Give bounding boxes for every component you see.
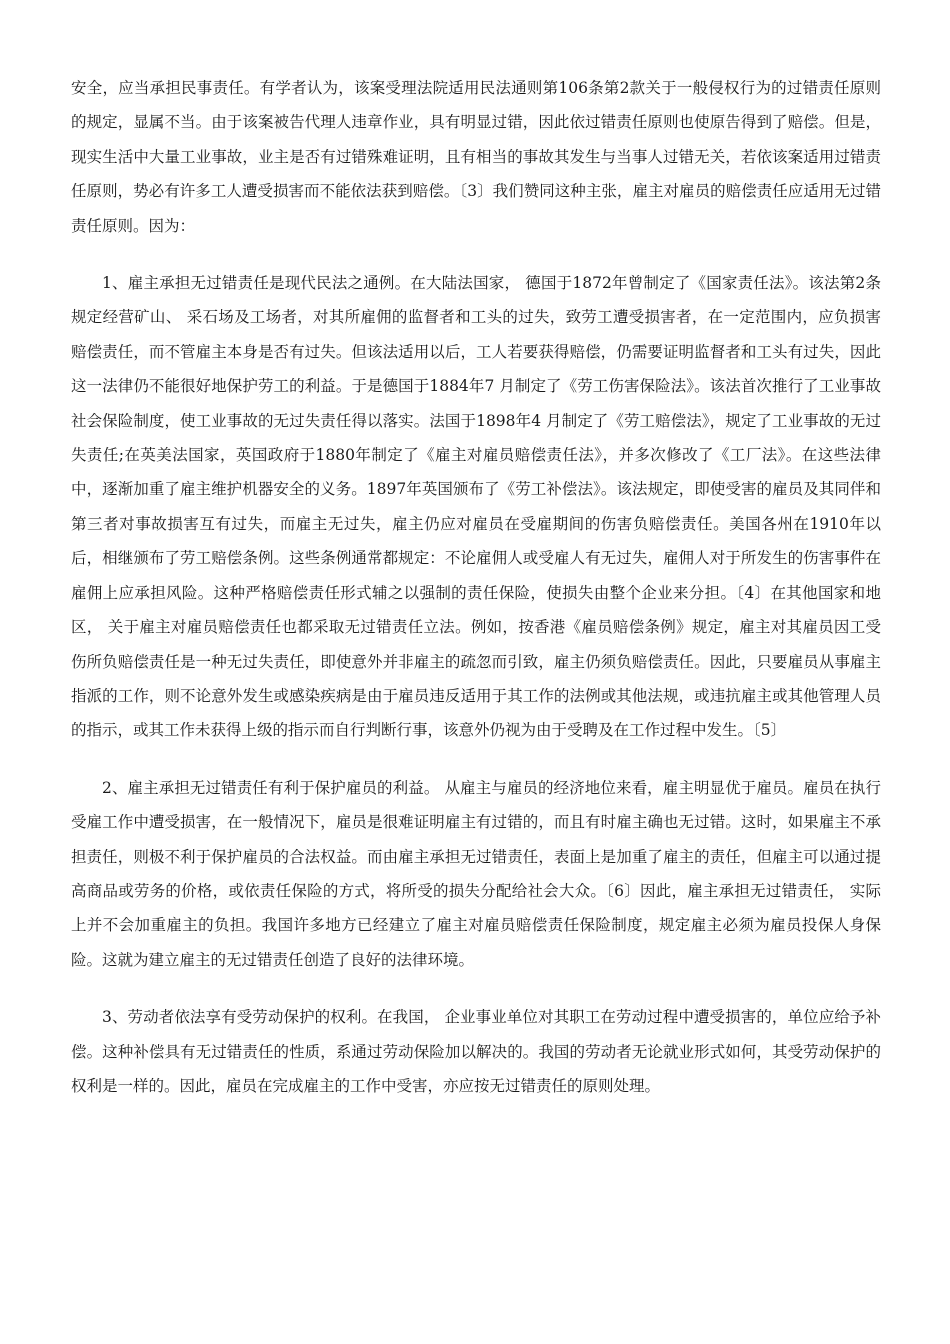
paragraph-point-3: 3、劳动者依法享有受劳动保护的权利。在我国， 企业事业单位对其职工在劳动过程中遭受损害的，单位应给予补偿。这种补偿具有无过错责任的性质，系通过劳动保险加以解决的。我国的劳动者无论就业形式如何，其受劳动保护的权利是一样的。因此，雇员在完成雇主的工作中受害，亦应按无过错责任的原则处理。 — [71, 1008, 881, 1095]
paragraph-point-2: 2、雇主承担无过错责任有利于保护雇员的利益。 从雇主与雇员的经济地位来看，雇主明显优于雇员。雇员在执行受雇工作中遭受损害，在一般情况下，雇员是很难证明雇主有过错的，而且有时雇主确也无过错。这时，如果雇主不承担责任，则极不利于保护雇员的合法权益。而由雇主承担无过错责任，表面上是加重了雇主的责任，但雇主可以通过提高商品或劳务的价格，或依责任保险的方式，将所受的损失分配给社会大众。〔6〕因此，雇主承担无过错责任， 实际上并不会加重雇主的负担。我国许多地方已经建立了雇主对雇员赔偿责任保险制度，规定雇主必须为雇员投保人身保险。这就为建立雇主的无过错责任创造了良好的法律环境。 — [71, 778, 881, 969]
document-body — [71, 71, 881, 1103]
paragraph-intro: 安全，应当承担民事责任。有学者认为，该案受理法院适用民法通则第106条第2款关于一般侵权行为的过错责任原则的规定，显属不当。由于该案被告代理人违章作业，具有明显过错，因此依过错责任原则也使原告得到了赔偿。但是，现实生活中大量工业事故，业主是否有过错殊难证明，且有相当的事故其发生与当事人过错无关，若依该案适用过错责任原则，势必有许多工人遭受损害而不能依法获到赔偿。〔3〕我们赞同这种主张，雇主对雇员的赔偿责任应适用无过错责任原则。因为： — [71, 79, 881, 235]
paragraph-point-1: 1、雇主承担无过错责任是现代民法之通例。在大陆法国家， 德国于1872年曾制定了《国家责任法》。该法第2条规定经营矿山、 采石场及工场者，对其所雇佣的监督者和工头的过失，致劳工遭受损害者，在一定范围内，应负损害赔偿责任，而不管雇主本身是否有过失。但该法适用以后，工人若要获得赔偿，仍需要证明监督者和工头有过失，因此这一法律仍不能很好地保护劳工的利益。于是德国于1884年7 月制定了《劳工伤害保险法》。该法首次推行了工业事故社会保险制度，使工业事故的无过失责任得以落实。法国于1898年4 月制定了《劳工赔偿法》，规定了工业事故的无过失责任;在英美法国家，英国政府于1880年制定了《雇主对雇员赔偿责任法》，并多次修改了《工厂法》。在这些法律中，逐渐加重了雇主维护机器安全的义务。1897年英国颁布了《劳工补偿法》。该法规定，即使受害的雇员及其同伴和第三者对事故损害互有过失，而雇主无过失，雇主仍应对雇员在受雇期间的伤害负赔偿责任。美国各州在1910年以后，相继颁布了劳工赔偿条例。这些条例通常都规定：不论雇佣人或受雇人有无过失，雇佣人对于所发生的伤害事件在雇佣上应承担风险。这种严格赔偿责任形式辅之以强制的责任保险，使损失由整个企业来分担。〔4〕在其他国家和地区， 关于雇主对雇员赔偿责任也都采取无过错责任立法。例如，按香港《雇员赔偿条例》规定，雇主对其雇员因工受伤所负赔偿责任是一种无过失责任，即使意外并非雇主的疏忽而引致，雇主仍须负赔偿责任。因此，只要雇员从事雇主指派的工作，则不论意外发生或感染疾病是由于雇员违反适用于其工作的法例或其他法规，或违抗雇主或其他管理人员的指示，或其工作未获得上级的指示而自行判断行事，该意外仍视为由于受聘及在工作过程中发生。〔5〕 — [71, 274, 881, 740]
